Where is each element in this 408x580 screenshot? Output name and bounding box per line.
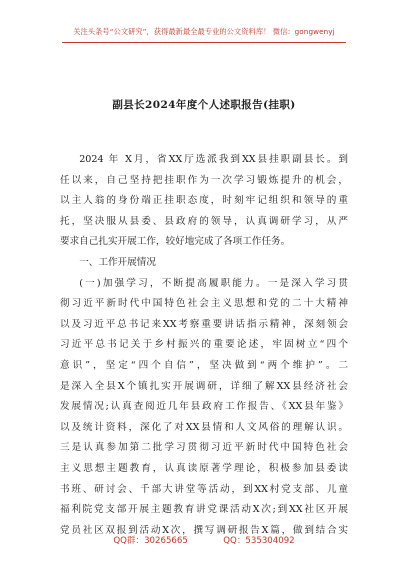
body-line: 发展情况;认真查阅近几年县政府工作报告、《XX县年鉴》: [60, 401, 348, 413]
body-line: 福利院党支部开展主题教育讲党课活动X次;到XX社区开展: [60, 504, 348, 516]
body-line: 任以来，自己坚持把挂职作为一次学习锻炼提升的机会，: [60, 174, 348, 186]
section-heading: 一、工作开展情况: [79, 256, 156, 268]
body-line: 以及习近平总书记来XX考察重要讲话指示精神，深刻领会: [60, 318, 348, 330]
body-line: 是深入全县X个镇扎实开展调研，详细了解XX县经济社会: [60, 380, 348, 392]
header-note: 关注头条号“公文研究”，获得最新最全最专业的公文资料库！ 微信：gongwenyj: [73, 27, 335, 36]
body-line: 党员社区双报到活动X次，撰写调研报告X篇，做到结合实: [60, 524, 348, 536]
body-line: 2024 年 X月，省XX厅选派我到XX县挂职副县长。到: [79, 154, 348, 165]
body-line: 三是认真参加第二批学习贯彻习近平新时代中国特色社会: [60, 442, 348, 454]
body-line: 书班、研讨会、千部大讲堂等活动，到XX村党支部、儿童: [60, 483, 348, 495]
document-title: 副县长2024年度个人述职报告(挂职): [112, 99, 296, 111]
footer-qq-group: QQ群：30265665: [113, 536, 188, 546]
body-line: 彻习近平新时代中国特色社会主义思想和党的二十大精神: [60, 298, 348, 310]
body-line: 主义思想主题教育，认真读原著学理论，积极参加县委读: [60, 462, 348, 474]
footer-qq: QQ：535304092: [223, 536, 295, 546]
body-line: 要求自己扎实开展工作，较好地完成了各项工作任务。: [60, 236, 291, 248]
body-line: 以及统计资料，深化了对XX县情和人文风俗的理解认识。: [60, 421, 348, 433]
body-line: 托，坚决服从县委、县政府的领导，认真调研学习，从严: [60, 215, 348, 227]
body-line: 以主人翁的身份端正挂职态度，时刻牢记组织和领导的重: [60, 195, 348, 207]
footer-contact: [0, 534, 408, 546]
body-line: 意识”，坚定“四个自信”，坚决做到“两个维护”。二: [60, 359, 348, 371]
body-line: (一)加强学习，不断提高履职能力。一是深入学习贯: [79, 277, 348, 289]
body-line: 习近平总书记关于乡村振兴的重要论述，牢固树立“四个: [60, 339, 348, 351]
header-divider: [62, 42, 346, 43]
document-body: [60, 150, 348, 541]
